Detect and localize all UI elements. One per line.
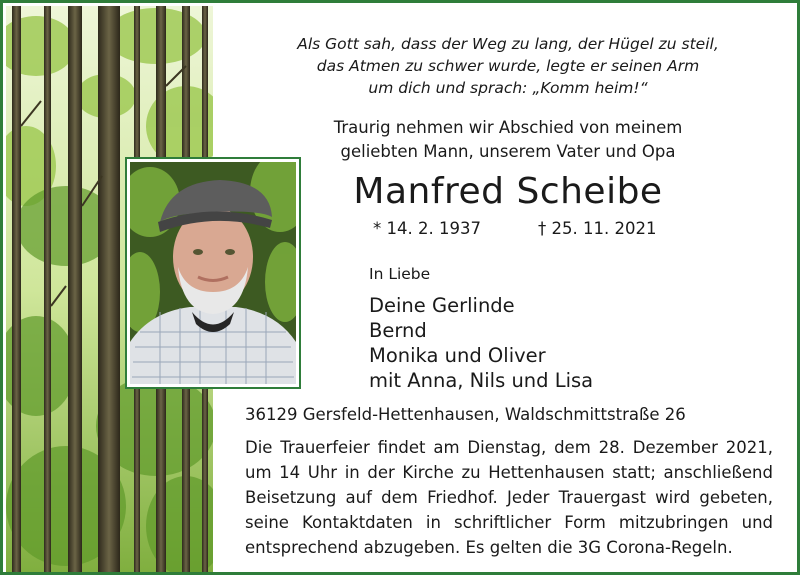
family-member: Deine Gerlinde [369,294,515,317]
address: 36129 Gersfeld-Hettenhausen, Waldschmittstraße 26 [245,405,686,424]
family-member: Monika und Oliver [369,344,546,367]
death-date: † 25. 11. 2021 [538,219,657,238]
in-love-label: In Liebe [369,265,431,283]
family-member: Bernd [369,319,427,342]
intro-line-1: Traurig nehmen wir Abschied von meinem [333,118,683,137]
intro-line-2: geliebten Mann, unserem Vater und Opa [340,142,676,161]
funeral-notice: Die Trauerfeier findet am Dienstag, dem 28. Dezember 2021, um 14 Uhr in der Kirche zu Hettenhausen statt; anschließend Beisetzung auf dem Friedhof. Jeder Trauergast wird gebeten, seine Kontaktdaten in schriftlicher Form mitzubringen und entsprechend abzugeben. Es gelten die 3G Corona-Regeln. [245,438,773,557]
poem-line-3: um dich und sprach: „Komm heim!“ [368,79,648,97]
poem-line-1: Als Gott sah, dass der Weg zu lang, der Hügel zu steil, [297,35,719,53]
family-member: mit Anna, Nils und Lisa [369,369,594,392]
birth-date: * 14. 2. 1937 [373,219,481,238]
poem-line-2: das Atmen zu schwer wurde, legte er seinen Arm [316,57,700,75]
deceased-name: Manfred Scheibe [353,171,663,212]
